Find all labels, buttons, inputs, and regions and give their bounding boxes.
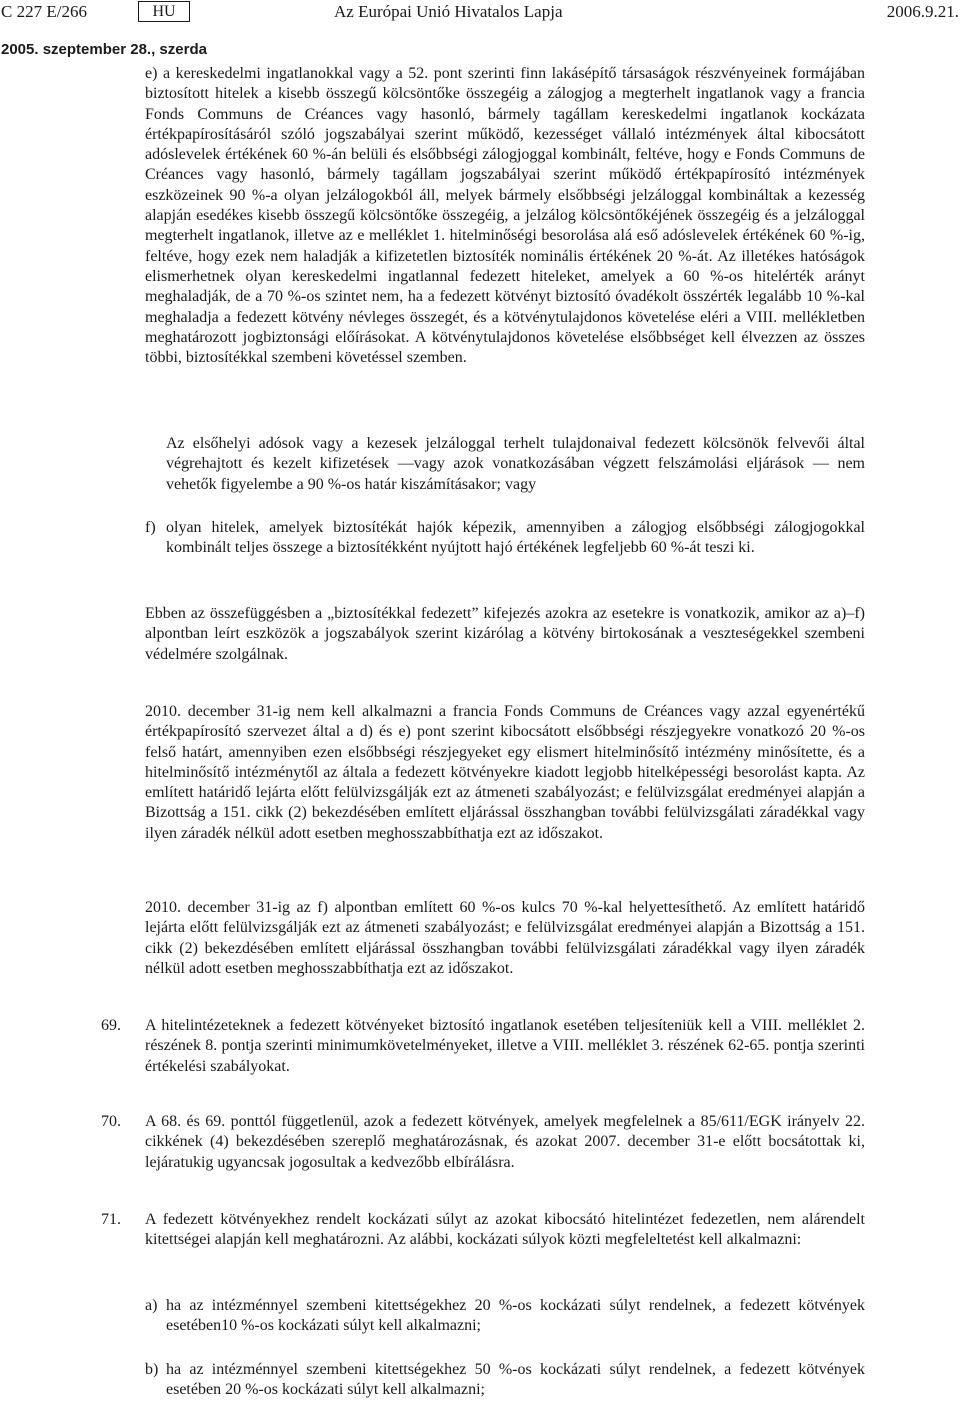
page-header xyxy=(0,0,960,30)
paragraph-item-e: e) a kereskedelmi ingatlanokkal vagy a 52. pont szerinti finn lakásépítő társaságok részvényeinek formájában biztosított hitelek a kisebb összegű kölcsöntőke összegéig a zálogjog a megterhelt ingatlanok vagy a francia Fonds Communs de Créances vagy hasonló, bármely tagállam kereskedelmi ingatlanok kockázata értékpapírosításáról szóló jogszabályai szerint működő, kezességet vállaló intézmények által kibocsátott adóslevelek értékének 60 %-án belüli és elsőbbségi zálogjoggal kombinált, feltéve, hogy e Fonds Communs de Créances vagy hasonló, bármely tagállam jogszabályai szerint működő értékpapírosító intézmények eszközeinek 90 %-a olyan jelzálogokból áll, melyek bármely elsőbbségi jelzáloggal kombináltak a kezesség alapján esedékes kisebb összegű kölcsöntőke összegéig, a jelzálog kölcsöntőkéjének összegéig és a jelzáloggal megterhelt ingatlanok, illetve az e melléklet 1. hitelminőségi besorolása alá eső adóslevelek értékének 60 %-ig, feltéve, hogy ezek nem haladják a kifizetetlen biztosíték nominális értékének 20 %-át. Az illetékes hatóságok elismerhetnek olyan kereskedelmi ingatlannal fedezett hiteleket, amelyek a 60 %-os hitelérték arányt meghaladják, de a 70 %-os szintet nem, ha a fedezett kötvényt biztosító óvadékolt összérték legalább 10 %-kal meghaladja a fedezett kötvény névleges összegét, és a kötvénytulajdonos követelése eléri a VIII. mellékletben meghatározott jogbiztonsági előírásokat. A kötvénytulajdonos követelése elsőbbséget kell élvezzen az összes többi, biztosítékkal szembeni követéssel szemben. xyxy=(145,65,865,367)
point-71b-text: ha az intézménnyel szembeni kitettségekhez 50 %-os kockázati súlyt rendelnek, a fedezett kötvények esetében 20 %-os kockázati súlyt kell alkalmazni; xyxy=(166,1361,865,1399)
point-71-text: A fedezett kötvényekhez rendelt kockázati súlyt az azokat kibocsátó hitelintézet fedezetlen, nem alárendelt kitettségei alapján kell meghatározni. Az alábbi, kockázati súlyok közti megfeleltetést kell alkalmazni: xyxy=(145,1211,865,1249)
paragraph-first-ranked: Az elsőhelyi adósok vagy a kezesek jelzáloggal terhelt tulajdonaival fedezett kölcsönök felvevői által végrehajtott és kezelt kifizetések —vagy azok vonatkozásában végzett felszámolási eljárások — nem vehetők figyelembe a 90 %-os határ kiszámításakor; vagy xyxy=(166,435,865,493)
point-71-number: 71. xyxy=(101,1211,121,1228)
session-dateline: 2005. szeptember 28., szerda xyxy=(1,41,207,58)
point-71a-text: ha az intézménnyel szembeni kitettségekhez 20 %-os kockázati súlyt rendelnek, a fedezett kötvények esetében10 %-os kockázati súlyt kell alkalmazni; xyxy=(166,1297,865,1335)
point-69-text: A hitelintézeteknek a fedezett kötvényeket biztosító ingatlanok esetében teljesíteniük kell a VIII. melléklet 2. részének 8. pontja szerinti minimumkövetelményeket, illetve a VIII. melléklet 3. részének 62-65. pontja szerinti értékelési szabályokat. xyxy=(145,1017,865,1075)
paragraph-2010-rate: 2010. december 31-ig az f) alpontban említett 60 %-os kulcs 70 %-kal helyettesíthető. Az említett határidő lejárta előtt felülvizsgálják ezt az átmeneti szabályozást; e felülvizsgálat eredményei alapján a Bizottság a 151. cikk (2) bekezdésében említett eljárással összhangban további felülvizsgálati záradékkal vagy ilyen záradék nélkül adott esetben meghosszabbíthatja ezt az időszakot. xyxy=(145,899,865,977)
point-71a-label: a) xyxy=(145,1297,158,1314)
paragraph-item-f: olyan hitelek, amelyek biztosítékát hajók képezik, amennyiben a zálogjog elsőbbségi zálogjogokkal kombinált teljes összege a biztosítékként nyújtott hajó értékének legfeljebb 60 %-át teszi ki. xyxy=(166,519,865,557)
item-f-label: f) xyxy=(145,519,156,536)
paragraph-2010-transitional: 2010. december 31-ig nem kell alkalmazni a francia Fonds Communs de Créances vagy azzal egyenértékű értékpapírosító szervezet által a d) és e) pont szerint kibocsátott elsőbbségi részjegyekre vonatkozó 20 %-os felső határt, amennyiben ezen elsőbbségi részjegyeket egy elismert hitelminősítő intézmény minősítette, és a hitelminősítő intézménytől az általa a fedezett kötvényekre kiadott legjobb hitelképességi besorolást kapta. Az említett határidő lejárta előtt felülvizsgálják ezt az átmeneti szabályozást; e felülvizsgálat eredményei alapján a Bizottság a 151. cikk (2) bekezdésében említett eljárással összhangban további felülvizsgálati záradékkal vagy ilyen záradék nélkül adott esetben meghosszabbíthatja ezt az időszakot. xyxy=(145,703,865,842)
publication-date: 2006.9.21. xyxy=(886,2,959,21)
point-71b-label: b) xyxy=(145,1361,159,1378)
paragraph-context: Ebben az összefüggésben a „biztosítékkal fedezett” kifejezés azokra az esetekre is vonatkozik, amikor az a)–f) alpontban leírt eszközök a jogszabályok szerint kizárólag a kötvény birtokosának a veszteségekkel szembeni védelmére szolgálnak. xyxy=(145,605,865,663)
journal-title: Az Európai Unió Hivatalos Lapja xyxy=(334,2,563,21)
language-badge: HU xyxy=(138,1,190,22)
point-69-number: 69. xyxy=(101,1017,121,1034)
point-70-number: 70. xyxy=(101,1113,121,1130)
document-reference: C 227 E/266 xyxy=(1,2,87,21)
point-70-text: A 68. és 69. ponttól függetlenül, azok a fedezett kötvények, amelyek megfelelnek a 85/611/EGK irányelv 22. cikkének (4) bekezdésében szereplő meghatározásnak, és azokat 2007. december 31-e előtt bocsátottak ki, lejáratukig ugyancsak jogosultak a kedvezőbb elbírálásra. xyxy=(145,1113,865,1171)
